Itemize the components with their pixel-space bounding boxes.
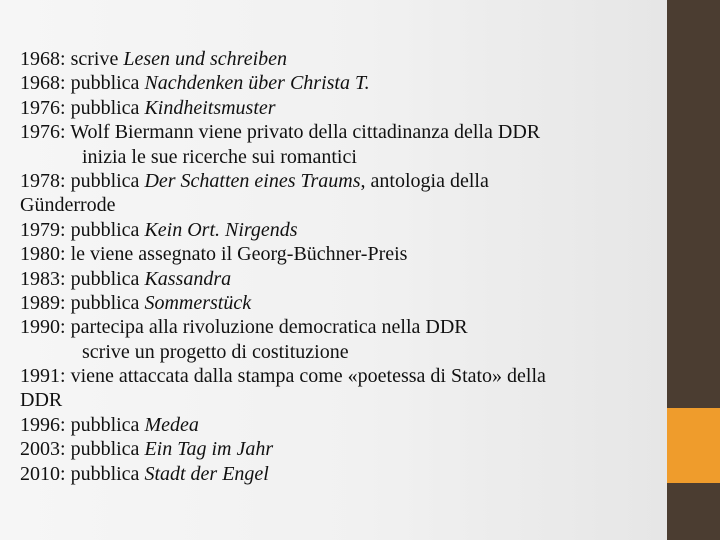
event-text: pubblica bbox=[70, 96, 145, 119]
sidebar-accent-block bbox=[667, 408, 720, 483]
timeline-line bbox=[20, 267, 660, 291]
work-title: Kein Ort. Nirgends bbox=[144, 218, 298, 241]
event-text: scrive bbox=[70, 48, 124, 70]
event-text: inizia le sue ricerche sui romantici bbox=[82, 145, 357, 168]
year-label: 1991: bbox=[20, 365, 66, 388]
timeline-line bbox=[20, 437, 660, 461]
event-text: Günderrode bbox=[20, 194, 116, 217]
event-text: partecipa alla rivoluzione democratica nella DDR bbox=[70, 316, 468, 339]
work-title: Ein Tag im Jahr bbox=[144, 438, 274, 461]
timeline-line bbox=[20, 169, 660, 193]
year-label: 1989: bbox=[20, 291, 66, 314]
year-label: 1980: bbox=[20, 243, 66, 266]
event-text: pubblica bbox=[70, 291, 145, 314]
timeline-line bbox=[20, 120, 660, 144]
event-text: pubblica bbox=[70, 267, 145, 290]
timeline-line-continuation bbox=[20, 340, 660, 364]
timeline-line bbox=[20, 242, 660, 266]
work-title: Kassandra bbox=[144, 267, 232, 290]
timeline-line bbox=[20, 71, 660, 95]
work-title: Der Schatten eines Traums bbox=[144, 169, 361, 192]
work-title: Medea bbox=[144, 413, 199, 436]
timeline-line-wrap bbox=[20, 388, 660, 412]
year-label: 1976: bbox=[20, 121, 66, 144]
timeline-line bbox=[20, 218, 660, 242]
event-text: pubblica bbox=[70, 169, 145, 192]
year-label: 1990: bbox=[20, 316, 66, 339]
event-text-after: , antologia della bbox=[360, 169, 489, 192]
work-title: Nachdenken über Christa T. bbox=[144, 72, 370, 95]
event-text: pubblica bbox=[70, 72, 145, 95]
event-text: le viene assegnato il Georg-Büchner-Preis bbox=[70, 243, 408, 266]
year-label: 1968: bbox=[20, 72, 66, 95]
year-label: 1968: bbox=[20, 48, 66, 70]
timeline-line bbox=[20, 96, 660, 120]
year-label: 2010: bbox=[20, 462, 66, 485]
work-title: Kindheitsmuster bbox=[144, 96, 276, 119]
year-label: 1978: bbox=[20, 169, 66, 192]
timeline-line bbox=[20, 413, 660, 437]
timeline-line bbox=[20, 291, 660, 315]
timeline-line bbox=[20, 364, 660, 388]
year-label: 2003: bbox=[20, 438, 66, 461]
timeline-line bbox=[20, 462, 660, 486]
event-text: pubblica bbox=[70, 462, 145, 485]
event-text: pubblica bbox=[70, 218, 145, 241]
event-text: pubblica bbox=[70, 413, 145, 436]
event-text: pubblica bbox=[70, 438, 145, 461]
year-label: 1979: bbox=[20, 218, 66, 241]
timeline-line-wrap bbox=[20, 193, 660, 217]
work-title: Lesen und schreiben bbox=[123, 48, 287, 70]
timeline-line bbox=[20, 47, 660, 71]
work-title: Stadt der Engel bbox=[144, 462, 269, 485]
event-text: DDR bbox=[20, 389, 63, 412]
timeline-line-continuation bbox=[20, 145, 660, 169]
year-label: 1983: bbox=[20, 267, 66, 290]
year-label: 1976: bbox=[20, 96, 66, 119]
work-title: Sommerstück bbox=[144, 291, 252, 314]
year-label: 1996: bbox=[20, 413, 66, 436]
event-text: Wolf Biermann viene privato della cittadinanza della DDR bbox=[70, 121, 541, 144]
event-text: viene attaccata dalla stampa come «poetessa di Stato» della bbox=[70, 365, 546, 388]
timeline-text bbox=[20, 47, 660, 486]
timeline-line bbox=[20, 315, 660, 339]
event-text: scrive un progetto di costituzione bbox=[82, 340, 349, 363]
